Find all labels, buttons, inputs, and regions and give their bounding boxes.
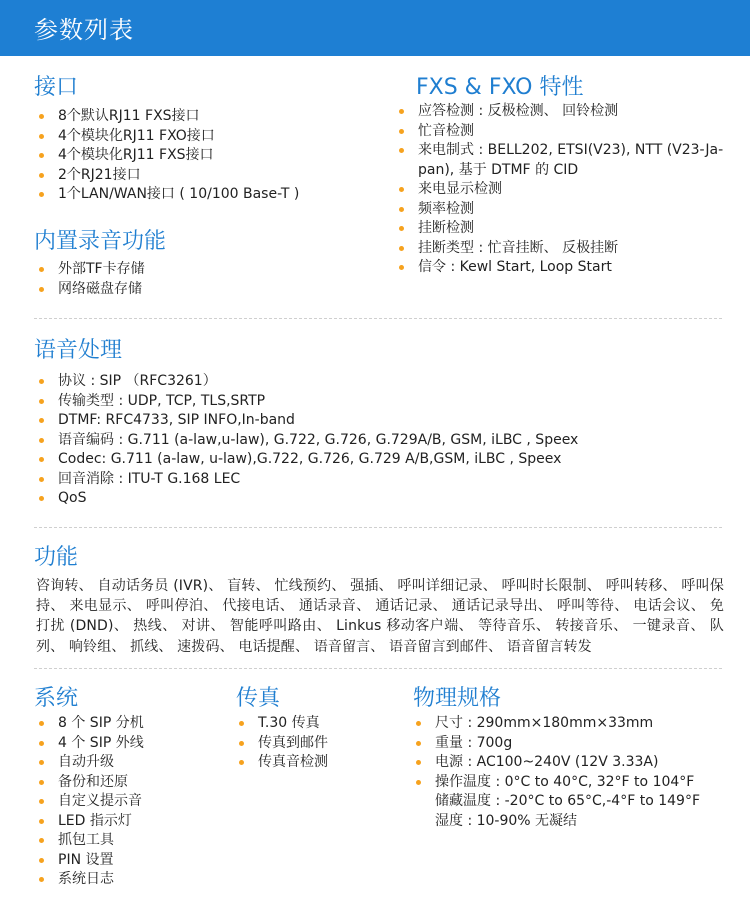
features-text: 咨询转、 自动话务员 (IVR)、 盲转、 忙线预约、 强插、 呼叫详细记录、 呼叫时长限制、 呼叫转移、 呼叫保持、 来电显示、 呼叫停泊、 代接电话、 通话录音、 通话记录、 通话记录导出、 呼叫等待、 电话会议、 免打扰 (DND)、 热线、 对讲、 智能呼叫路由、 Linkus 移动客户端、 等待音乐、 转接音乐、 一键录音、 队列、 响铃组、 抓线、 速拨码、 电话提醒、 语音留言、 语音留言到邮件、 语音留言转发 — [36, 578, 724, 655]
list-item: 电源 : AC100~240V (12V 3.33A) — [413, 753, 694, 773]
page-title: 参数列表 — [34, 16, 134, 44]
list-item: 传真音检测 — [236, 753, 328, 773]
list-item: 网络磁盘存储 — [36, 280, 145, 300]
section-title-recording: 内置录音功能 — [34, 229, 167, 254]
list-item: 语音编码 : G.711 (a-law,u-law), G.722, G.726, G.729A/B, GSM, iLBC , Speex — [36, 431, 578, 451]
section-title-fax: 传真 — [236, 686, 281, 711]
list-item: 应答检测 : 反极检测、 回铃检测 — [396, 102, 723, 122]
list-item: 系统日志 — [36, 870, 144, 890]
list-item: PIN 设置 — [36, 851, 144, 871]
section-title-physical: 物理规格 — [413, 686, 502, 711]
list-item: 挂断检测 — [396, 219, 618, 239]
list-item: QoS — [36, 489, 578, 509]
section-title-voice: 语音处理 — [34, 338, 123, 363]
list-item: 抓包工具 — [36, 831, 144, 851]
list-item: 操作温度 : 0°C to 40°C, 32°F to 104°F — [413, 773, 694, 793]
list-item: 传输类型 : UDP, TCP, TLS,SRTP — [36, 392, 578, 412]
list-item: 来电显示检测 — [396, 180, 618, 200]
divider — [34, 668, 722, 669]
list-item: 信令 : Kewl Start, Loop Start — [396, 258, 618, 278]
list-item: 储藏温度 : -20°C to 65°C,-4°F to 149°F — [435, 793, 700, 809]
list-item: 4个模块化RJ11 FXS接口 — [36, 146, 299, 166]
list-item: 来电制式 : BELL202, ETSI(V23), NTT (V23-Ja- — [396, 141, 723, 161]
list-item: 忙音检测 — [396, 122, 723, 142]
list-item: 1个LAN/WAN接口 ( 10/100 Base-T ) — [36, 185, 299, 205]
list-item: 尺寸 : 290mm×180mm×33mm — [413, 714, 694, 734]
list-item: 8个默认RJ11 FXS接口 — [36, 107, 299, 127]
recording-list — [36, 260, 145, 299]
list-item: 备份和还原 — [36, 773, 144, 793]
list-item: Codec: G.711 (a-law, u-law),G.722, G.726, G.729 A/B,GSM, iLBC , Speex — [36, 450, 578, 470]
list-item: 协议 : SIP （RFC3261） — [36, 372, 578, 392]
interfaces-list — [36, 107, 299, 205]
list-item: 挂断类型 : 忙音挂断、 反极挂断 — [396, 239, 618, 259]
section-title-system: 系统 — [34, 686, 79, 711]
list-item: 4个模块化RJ11 FXO接口 — [36, 127, 299, 147]
list-item: 外部TF卡存储 — [36, 260, 145, 280]
list-item: 回音消除 : ITU-T G.168 LEC — [36, 470, 578, 490]
physical-list — [413, 714, 694, 792]
divider — [34, 318, 722, 319]
voice-list — [36, 372, 578, 509]
fax-list — [236, 714, 328, 773]
fxs-fxo-list-continued — [396, 161, 578, 181]
list-item: 湿度 : 10-90% 无凝结 — [435, 812, 578, 829]
list-item: LED 指示灯 — [36, 812, 144, 832]
list-item: T.30 传真 — [236, 714, 328, 734]
section-title-fxs-fxo: FXS & FXO 特性 — [416, 75, 584, 100]
system-list — [36, 714, 144, 890]
list-item: 传真到邮件 — [236, 734, 328, 754]
list-item: 频率检测 — [396, 200, 618, 220]
physical-list-continued — [413, 792, 700, 831]
section-title-interfaces: 接口 — [34, 75, 79, 100]
list-item: 自定义提示音 — [36, 792, 144, 812]
list-item: DTMF: RFC4733, SIP INFO,In-band — [36, 411, 578, 431]
list-item: 重量 : 700g — [413, 734, 694, 754]
section-title-features: 功能 — [34, 545, 79, 570]
fxs-fxo-list — [396, 102, 723, 161]
list-item: 自动升级 — [36, 753, 144, 773]
list-item: 8 个 SIP 分机 — [36, 714, 144, 734]
divider — [34, 527, 722, 528]
list-item-continuation: pan), 基于 DTMF 的 CID — [418, 161, 579, 178]
fxs-fxo-list-rest — [396, 180, 618, 278]
list-item: 2个RJ21接口 — [36, 166, 299, 186]
header-bar — [0, 0, 750, 56]
list-item: 4 个 SIP 外线 — [36, 734, 144, 754]
